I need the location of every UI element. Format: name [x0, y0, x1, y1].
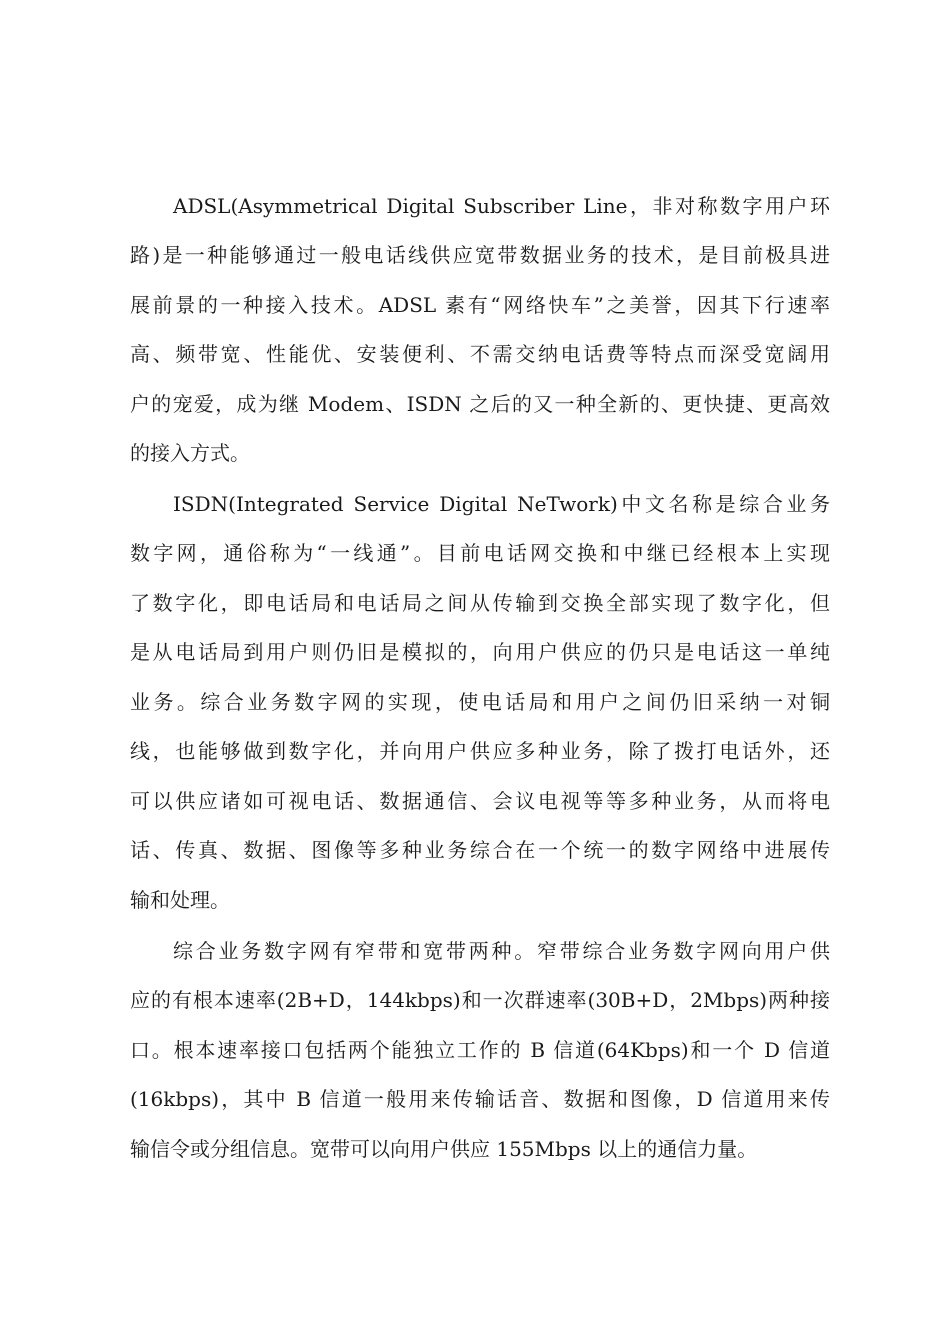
text-line: 综合业务数字网有窄带和宽带两种。窄带综合业务数字网向用户供 [173, 939, 830, 963]
text-line: 高、频带宽、性能优、安装便利、不需交纳电话费等特点而深受宽阔用 [130, 342, 830, 366]
text-line: 数字网，通俗称为“一线通”。目前电话网交换和中继已经根本上实现 [130, 541, 830, 565]
text-line: 线，也能够做到数字化，并向用户供应多种业务，除了拨打电话外，还 [130, 739, 830, 763]
text-line: ISDN(Integrated Service Digital NeTwork)中文名称是综合业务 [173, 492, 830, 516]
text-line: 输信令或分组信息。宽带可以向用户供应 155Mbps 以上的通信力量。 [130, 1137, 758, 1161]
text-line: 路)是一种能够通过一般电话线供应宽带数据业务的技术，是目前极具进 [130, 243, 830, 267]
text-line: (16kbps)，其中 B 信道一般用来传输话音、数据和图像，D 信道用来传 [130, 1087, 830, 1111]
text-line: 应的有根本速率(2B+D，144kbps)和一次群速率(30B+D，2Mbps)两种接 [130, 988, 830, 1012]
text-line: ADSL(Asymmetrical Digital Subscriber Line，非对称数字用户环 [173, 194, 830, 218]
text-line: 业务。综合业务数字网的实现，使电话局和用户之间仍旧采纳一对铜 [130, 690, 830, 714]
text-line: 展前景的一种接入技术。ADSL 素有“网络快车”之美誉，因其下行速率 [130, 293, 830, 317]
text-line: 是从电话局到用户则仍旧是模拟的，向用户供应的仍只是电话这一单纯 [130, 640, 830, 664]
text-line: 可以供应诸如可视电话、数据通信、会议电视等等多种业务，从而将电 [130, 789, 830, 813]
text-line: 口。根本速率接口包括两个能独立工作的 B 信道(64Kbps)和一个 D 信道 [130, 1038, 830, 1062]
text-line: 话、传真、数据、图像等多种业务综合在一个统一的数字网络中进展传 [130, 838, 830, 862]
text-line: 了数字化，即电话局和电话局之间从传输到交换全部实现了数字化，但 [130, 591, 830, 615]
text-line: 输和处理。 [130, 888, 230, 912]
text-line: 户的宠爱，成为继 Modem、ISDN 之后的又一种全新的、更快捷、更高效 [130, 392, 830, 416]
text-line: 的接入方式。 [130, 441, 250, 465]
